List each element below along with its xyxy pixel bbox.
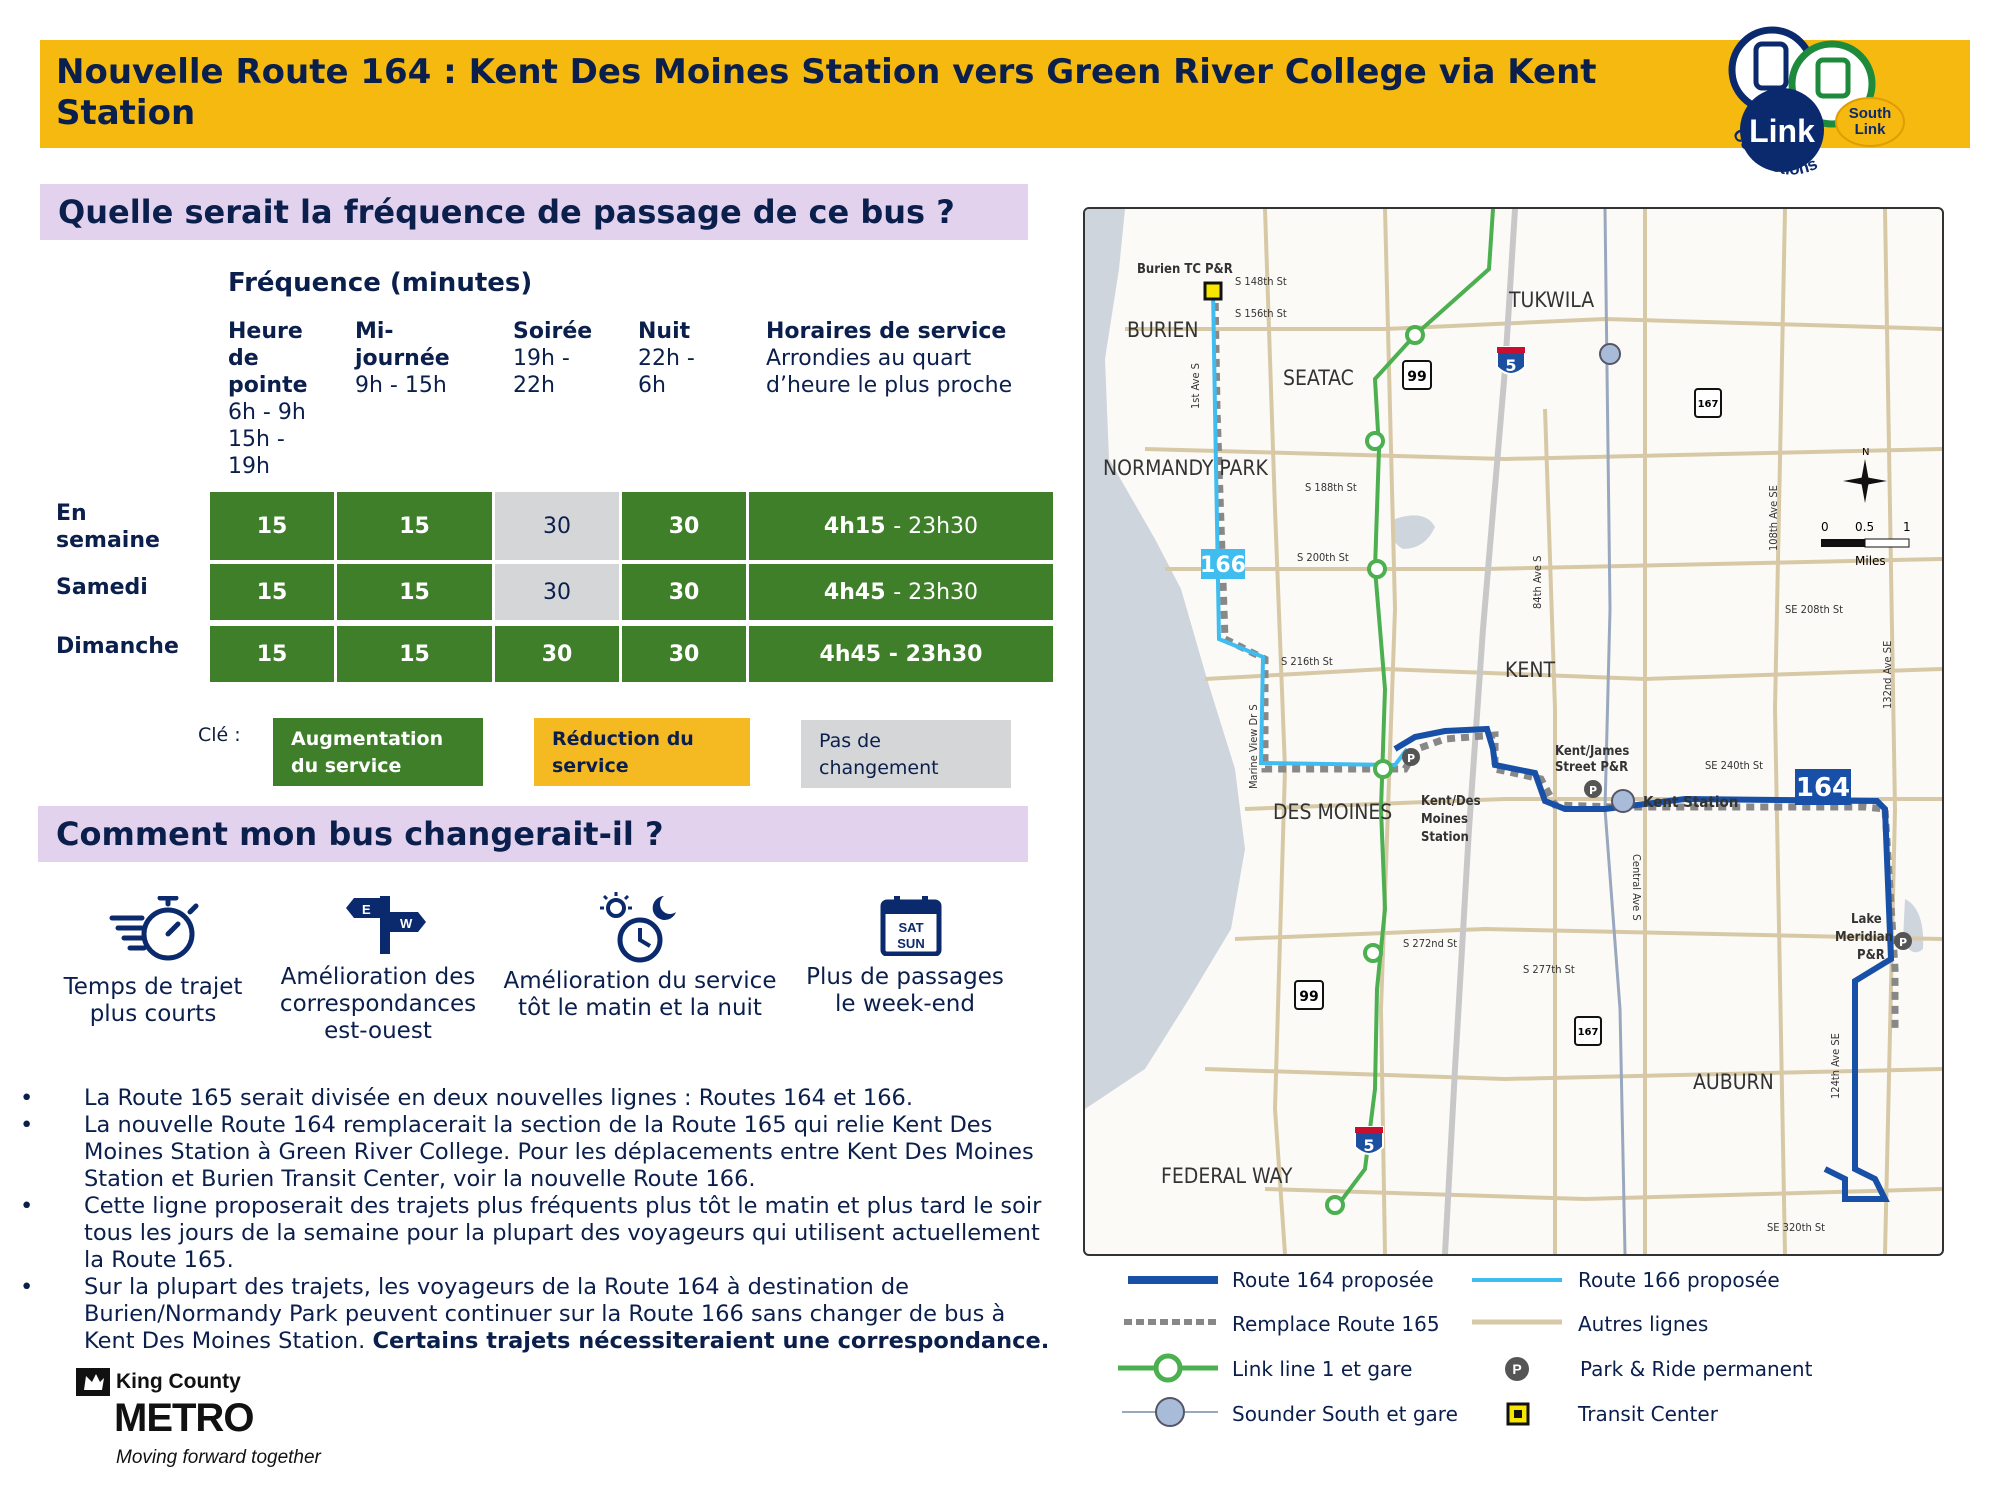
- street-label: S 156th St: [1235, 307, 1287, 320]
- svg-text:99: 99: [1407, 369, 1427, 385]
- link-line: [1335, 209, 1493, 1209]
- svg-text:P: P: [1898, 936, 1908, 949]
- key-no-change: Pas de changement: [801, 720, 1011, 788]
- svg-text:P: P: [1512, 1361, 1522, 1377]
- place-label: DES MOINES: [1273, 800, 1393, 824]
- sunday-night-cell: 30: [622, 626, 746, 682]
- svg-text:166: 166: [1200, 553, 1246, 578]
- street-label: SE 240th St: [1705, 759, 1764, 772]
- place-label: BURIEN: [1127, 318, 1199, 342]
- interstate-shield-icon: [1355, 1127, 1383, 1155]
- stopwatch-icon: [108, 896, 208, 966]
- street-label: 108th Ave SE: [1767, 485, 1780, 551]
- route-map: [1083, 207, 1944, 1256]
- link-station-icon: [1407, 327, 1423, 343]
- legend-other-lines: Autres lignes: [1578, 1312, 1709, 1336]
- link-station-icon: [1327, 1197, 1343, 1213]
- sounder-station-tukwila: [1600, 344, 1620, 364]
- interstate-shield-icon: [1497, 347, 1525, 375]
- street-label: Marine View Dr S: [1247, 704, 1260, 789]
- street-label: 124th Ave SE: [1829, 1033, 1842, 1099]
- street-label: SE 208th St: [1785, 603, 1844, 616]
- changes-section-title: Comment mon bus changerait-il ?: [38, 806, 1028, 862]
- highway-shield-icon: [1295, 981, 1323, 1009]
- row-label-weekday: En semaine: [56, 501, 160, 553]
- street-label: S 148th St: [1235, 275, 1287, 288]
- signpost-east-west-icon: [344, 896, 428, 956]
- change-bullet-list: [20, 1085, 1060, 1355]
- state-route-shield-icon: [1695, 389, 1721, 417]
- stop-label-lake-meridian: Lake: [1851, 912, 1882, 927]
- weekday-night-cell: 30: [622, 492, 746, 560]
- park-ride-icon: [1584, 780, 1602, 798]
- svg-text:5: 5: [1363, 1136, 1375, 1155]
- bullet-item: • Cette ligne proposerait des trajets plus fréquents plus tôt le matin et plus tard le soir tous les jours de la semaine pour la plupart des voyageurs qui utilisent actuellement la Route 165.: [20, 1193, 1060, 1274]
- saturday-hours-cell: 4h45 - 23h30: [749, 564, 1053, 620]
- svg-text:164: 164: [1795, 773, 1851, 803]
- street-label: S 216th St: [1281, 655, 1333, 668]
- link-connections-logo: [1712, 22, 1922, 192]
- svg-text:Miles: Miles: [1855, 554, 1886, 568]
- route-164-line-swatch: [1128, 1272, 1218, 1288]
- svg-text:0.5: 0.5: [1855, 520, 1875, 534]
- col-header-night: Nuit 22h - 6h: [638, 319, 695, 398]
- icon-label-weekend: Plus de passages le week-end: [806, 964, 1004, 1017]
- svg-text:E: E: [362, 902, 371, 917]
- calendar-weekend-icon: [880, 894, 942, 956]
- highway-shield-icon: [1403, 361, 1431, 389]
- stop-label-kdm: Moines: [1421, 812, 1468, 827]
- street-label: S 277th St: [1523, 963, 1575, 976]
- saturday-evening-cell: 30: [495, 564, 619, 620]
- saturday-night-cell: 30: [622, 564, 746, 620]
- stop-label-kdm: Kent/Des: [1421, 794, 1481, 809]
- legend-route-164: Route 164 proposée: [1232, 1268, 1434, 1292]
- other-lines-swatch: [1472, 1316, 1562, 1328]
- state-route-shield-icon: [1575, 1017, 1601, 1045]
- legend-transit-center: Transit Center: [1578, 1402, 1718, 1426]
- svg-text:SUN: SUN: [897, 936, 925, 951]
- col-header-peak: Heure de pointe 6h - 9h 15h - 19h: [228, 319, 308, 479]
- legend-route-165: Remplace Route 165: [1232, 1312, 1440, 1336]
- park-ride-icon: [1894, 932, 1912, 950]
- row-label-sunday: Dimanche: [56, 634, 179, 659]
- place-label: TUKWILA: [1509, 288, 1595, 312]
- transit-center-icon: [1506, 1402, 1530, 1426]
- col-header-midday: Mi-journée 9h - 15h: [355, 319, 450, 398]
- legend-sounder: Sounder South et gare: [1232, 1402, 1458, 1426]
- svg-text:W: W: [400, 916, 413, 931]
- svg-text:N: N: [1862, 447, 1870, 458]
- weekday-hours-cell: 4h15 - 23h30: [749, 492, 1053, 560]
- place-label: NORMANDY PARK: [1103, 456, 1268, 480]
- sounder-icon: [1122, 1396, 1218, 1428]
- frequency-section-title: Quelle serait la fréquence de passage de ce bus ?: [40, 184, 1028, 240]
- bullet-item: • La Route 165 serait divisée en deux nouvelles lignes : Routes 164 et 166.: [20, 1085, 1060, 1112]
- route-166-line-swatch: [1472, 1272, 1562, 1288]
- legend-park-ride: Park & Ride permanent: [1580, 1357, 1813, 1381]
- street-label: Central Ave S: [1630, 854, 1643, 921]
- route-166-label: [1200, 549, 1246, 579]
- key-label: Clé :: [198, 724, 241, 746]
- link-station-icon: [1375, 761, 1391, 777]
- legend-route-166: Route 166 proposée: [1578, 1268, 1780, 1292]
- icon-label-connections: Amélioration des correspondances est-ouest: [279, 964, 477, 1044]
- svg-text:0: 0: [1821, 520, 1829, 534]
- street-label: S 272nd St: [1403, 937, 1458, 950]
- link-line-icon: [1118, 1352, 1218, 1384]
- stop-label-kent-james: Street P&R: [1555, 760, 1629, 775]
- weekday-midday-cell: 15: [337, 492, 492, 560]
- sounder-station-kent: [1612, 790, 1634, 812]
- stop-label-burien: Burien TC P&R: [1137, 262, 1233, 277]
- north-arrow-icon: [1843, 447, 1887, 503]
- street-label: S 200th St: [1297, 551, 1349, 564]
- frequency-subtitle: Fréquence (minutes): [228, 268, 533, 298]
- svg-text:P: P: [1406, 752, 1416, 765]
- place-label: KENT: [1505, 658, 1555, 682]
- sounder-line: [1605, 209, 1625, 1254]
- link-station-icon: [1369, 561, 1385, 577]
- puget-sound-water: [1085, 209, 1245, 1109]
- street-label: 1st Ave S: [1189, 363, 1202, 409]
- icon-label-early-late: Amélioration du service tôt le matin et la nuit: [503, 968, 777, 1021]
- svg-text:99: 99: [1299, 989, 1319, 1005]
- clock-sun-moon-icon: [594, 892, 684, 964]
- svg-text:SAT: SAT: [898, 920, 924, 935]
- col-header-service-hours: Horaires de service Arrondies au quart d’heure le plus proche: [766, 319, 1013, 398]
- bullet-item: • Sur la plupart des trajets, les voyageurs de la Route 164 à destination de Burien/Normandy Park peuvent continuer sur la Route 166 sans changer de bus à Kent Des Moines Station. Certains trajets nécessiteraient une correspondance.: [20, 1274, 1060, 1355]
- weekday-evening-cell: 30: [495, 492, 619, 560]
- icon-label-travel-time: Temps de trajet plus courts: [63, 974, 243, 1027]
- king-county-crown-icon: [76, 1366, 116, 1398]
- street-label: S 188th St: [1305, 481, 1357, 494]
- route-164-label: [1795, 769, 1851, 805]
- svg-text:5: 5: [1505, 356, 1517, 375]
- legend-link-line: Link line 1 et gare: [1232, 1357, 1413, 1381]
- place-label: SEATAC: [1283, 366, 1354, 390]
- key-reduction: Réduction du service: [534, 718, 750, 786]
- col-header-evening: Soirée 19h - 22h: [513, 319, 593, 398]
- park-ride-icon: [1402, 748, 1420, 766]
- bullet-item: • La nouvelle Route 164 remplacerait la section de la Route 165 qui relie Kent Des Moines Station à Green River College. Pour les déplacements entre Kent Des Moines Station et Burien Transit Center, voir la nouvelle Route 166.: [20, 1112, 1060, 1193]
- metro-tagline: Moving forward together: [116, 1447, 321, 1468]
- sunday-hours-cell: 4h45 - 23h30: [749, 626, 1053, 682]
- stop-label-kent-station: Kent Station: [1643, 793, 1739, 811]
- street-label: 84th Ave S: [1531, 555, 1544, 609]
- stop-label-lake-meridian: P&R: [1857, 948, 1885, 963]
- route-165-dashed-swatch: [1124, 1316, 1218, 1328]
- link-station-icon: [1365, 945, 1381, 961]
- key-increase: Augmentation du service: [273, 718, 483, 786]
- saturday-midday-cell: 15: [337, 564, 492, 620]
- metro-wordmark: METRO: [114, 1396, 254, 1440]
- transit-center-icon: [1205, 283, 1221, 299]
- saturday-peak-cell: 15: [210, 564, 334, 620]
- svg-text:167: 167: [1577, 1027, 1599, 1038]
- weekday-peak-cell: 15: [210, 492, 334, 560]
- stop-label-kent-james: Kent/James: [1555, 744, 1630, 759]
- svg-text:P: P: [1588, 784, 1598, 797]
- svg-text:1: 1: [1903, 520, 1911, 534]
- svg-text:Connections: Connections: [1728, 125, 1821, 179]
- svg-text:167: 167: [1697, 399, 1719, 410]
- sunday-evening-cell: 30: [495, 626, 619, 682]
- king-county-text: King County: [116, 1370, 241, 1393]
- street-label: SE 320th St: [1767, 1221, 1826, 1234]
- stop-label-lake-meridian: Meridian: [1835, 930, 1893, 945]
- map-canvas: [1085, 209, 1942, 1254]
- lake-water: [1391, 515, 1435, 549]
- sunday-midday-cell: 15: [337, 626, 492, 682]
- place-label: FEDERAL WAY: [1161, 1164, 1293, 1188]
- sunday-peak-cell: 15: [210, 626, 334, 682]
- park-ride-icon: [1504, 1356, 1530, 1382]
- row-label-saturday: Samedi: [56, 575, 148, 600]
- svg-text:South: South: [1848, 105, 1892, 122]
- stop-label-kdm: Station: [1421, 830, 1469, 845]
- link-station-icon: [1367, 433, 1383, 449]
- page-title: Nouvelle Route 164 : Kent Des Moines Station vers Green River College via Kent Station: [56, 52, 1597, 133]
- svg-text:Link: Link: [1854, 121, 1886, 138]
- street-label: 132nd Ave SE: [1881, 640, 1894, 709]
- svg-text:Link: Link: [1749, 113, 1815, 149]
- place-label: AUBURN: [1693, 1070, 1774, 1094]
